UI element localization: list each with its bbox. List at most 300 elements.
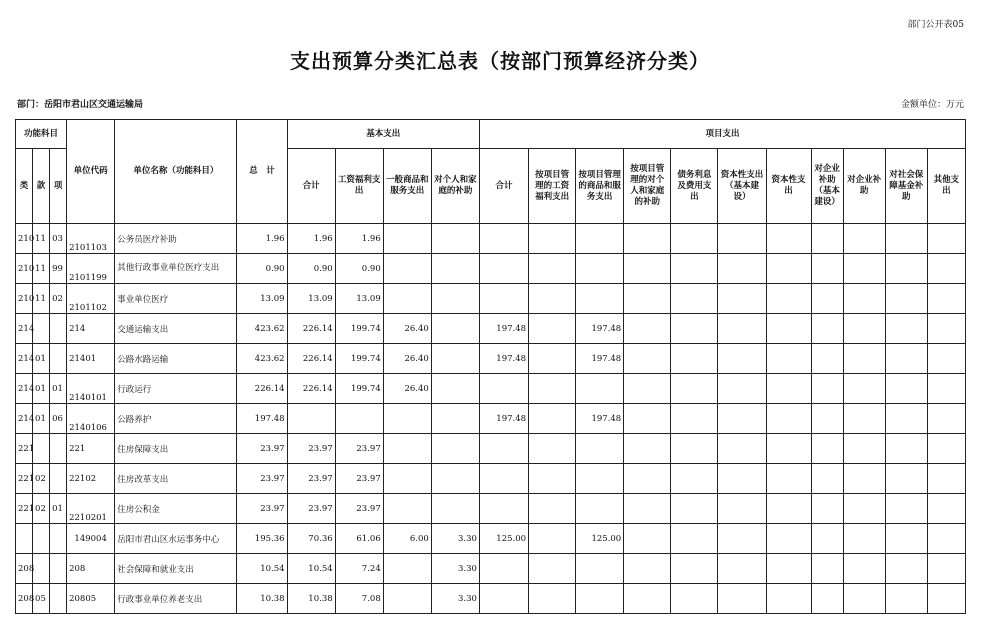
cell-lei: 210: [16, 254, 33, 284]
cell-empty: [811, 554, 843, 584]
cell-basic-total: 226.14: [287, 314, 335, 344]
cell-project-total: 197.48: [479, 314, 528, 344]
cell-basic-family: [431, 374, 479, 404]
cell-project-total: [479, 224, 528, 254]
table-row: [16, 494, 966, 524]
cell-xiang: [50, 344, 67, 374]
cell-empty: [624, 404, 671, 434]
cell-empty: [671, 284, 718, 314]
cell-empty: [885, 224, 927, 254]
cell-xiang: 01: [50, 374, 67, 404]
cell-xiang: 02: [50, 284, 67, 314]
cell-total: 423.62: [237, 314, 287, 344]
cell-basic-total: 10.54: [287, 554, 335, 584]
cell-project-wage: [529, 434, 576, 464]
cell-empty: [718, 464, 766, 494]
cell-basic-total: 1.96: [287, 224, 335, 254]
cell-empty: [624, 224, 671, 254]
cell-total: 423.62: [237, 344, 287, 374]
cell-lei: 208: [16, 554, 33, 584]
cell-empty: [671, 344, 718, 374]
table-row: [16, 344, 966, 374]
cell-total: 13.09: [237, 284, 287, 314]
cell-unit-name: 公路水路运输: [115, 344, 237, 374]
cell-total: 226.14: [237, 374, 287, 404]
cell-unit-code: 20805: [67, 584, 115, 614]
cell-basic-goods: 6.00: [383, 524, 431, 554]
table-row: [16, 584, 966, 614]
cell-lei: 214: [16, 314, 33, 344]
cell-project-total: [479, 284, 528, 314]
cell-empty: [927, 284, 965, 314]
cell-empty: [766, 494, 811, 524]
cell-basic-goods: [383, 434, 431, 464]
cell-basic-total: 226.14: [287, 344, 335, 374]
header-lei: 类: [16, 149, 33, 224]
cell-project-goods: 197.48: [576, 314, 624, 344]
cell-project-goods: [576, 224, 624, 254]
cell-kuan: [33, 554, 50, 584]
table-body: [16, 224, 966, 614]
cell-empty: [624, 344, 671, 374]
cell-basic-total: 70.36: [287, 524, 335, 554]
cell-unit-name: 公路养护: [115, 404, 237, 434]
cell-empty: [843, 314, 885, 344]
cell-basic-wage: 23.97: [335, 494, 383, 524]
cell-total: 10.38: [237, 584, 287, 614]
cell-xiang: [50, 434, 67, 464]
cell-basic-total: 0.90: [287, 254, 335, 284]
cell-unit-name: 公务员医疗补助: [115, 224, 237, 254]
header-unit-code: 单位代码: [67, 120, 115, 224]
cell-total: 197.48: [237, 404, 287, 434]
cell-empty: [811, 464, 843, 494]
cell-basic-total: 13.09: [287, 284, 335, 314]
cell-xiang: 99: [50, 254, 67, 284]
cell-unit-code: 214: [67, 314, 115, 344]
cell-basic-goods: 26.40: [383, 314, 431, 344]
cell-kuan: 02: [33, 464, 50, 494]
cell-project-goods: [576, 374, 624, 404]
header-project-col: 对社会保障基金补助: [885, 149, 927, 224]
cell-empty: [671, 434, 718, 464]
cell-total: 0.90: [237, 254, 287, 284]
cell-total: 1.96: [237, 224, 287, 254]
cell-project-goods: [576, 464, 624, 494]
cell-empty: [671, 374, 718, 404]
cell-project-goods: [576, 284, 624, 314]
header-basic-col: 合计: [287, 149, 335, 224]
cell-empty: [885, 404, 927, 434]
cell-total: 23.97: [237, 434, 287, 464]
cell-empty: [624, 584, 671, 614]
cell-empty: [671, 464, 718, 494]
cell-project-wage: [529, 374, 576, 404]
cell-basic-wage: 7.08: [335, 584, 383, 614]
cell-xiang: [50, 314, 67, 344]
cell-project-total: [479, 434, 528, 464]
header-project-col: 债务利息及费用支出: [671, 149, 718, 224]
cell-basic-goods: [383, 254, 431, 284]
header-project-col: 资本性支出（基本建设）: [718, 149, 766, 224]
header-project-col: 按项目管理的商品和服务支出: [576, 149, 624, 224]
table-row: [16, 464, 966, 494]
cell-basic-total: 23.97: [287, 434, 335, 464]
header-unit-name: 单位名称（功能科目）: [115, 120, 237, 224]
cell-project-wage: [529, 464, 576, 494]
table-row: [16, 284, 966, 314]
cell-basic-family: [431, 224, 479, 254]
cell-total: 10.54: [237, 554, 287, 584]
cell-unit-name: 其他行政事业单位医疗支出: [115, 254, 237, 284]
cell-empty: [671, 254, 718, 284]
cell-project-wage: [529, 254, 576, 284]
cell-unit-name: 事业单位医疗: [115, 284, 237, 314]
cell-empty: [624, 554, 671, 584]
cell-unit-code: 2140106: [67, 404, 115, 434]
cell-empty: [671, 524, 718, 554]
cell-empty: [766, 524, 811, 554]
cell-xiang: [50, 464, 67, 494]
cell-lei: 221: [16, 464, 33, 494]
cell-empty: [885, 584, 927, 614]
cell-empty: [766, 464, 811, 494]
cell-empty: [927, 374, 965, 404]
cell-empty: [843, 524, 885, 554]
cell-empty: [766, 584, 811, 614]
cell-total: 23.97: [237, 464, 287, 494]
cell-basic-total: 226.14: [287, 374, 335, 404]
cell-empty: [624, 314, 671, 344]
cell-kuan: 11: [33, 254, 50, 284]
table-row: [16, 554, 966, 584]
cell-empty: [843, 254, 885, 284]
cell-empty: [843, 584, 885, 614]
header-project-col: 按项目管理的工资福利支出: [529, 149, 576, 224]
cell-basic-goods: [383, 224, 431, 254]
cell-empty: [927, 554, 965, 584]
cell-empty: [718, 494, 766, 524]
cell-basic-family: [431, 494, 479, 524]
cell-empty: [811, 404, 843, 434]
cell-basic-goods: [383, 584, 431, 614]
cell-project-goods: [576, 584, 624, 614]
header-basic-col: 工资福利支出: [335, 149, 383, 224]
cell-basic-family: [431, 314, 479, 344]
table-row: [16, 404, 966, 434]
cell-empty: [885, 374, 927, 404]
cell-xiang: 03: [50, 224, 67, 254]
cell-project-wage: [529, 224, 576, 254]
cell-unit-name: 住房改革支出: [115, 464, 237, 494]
cell-empty: [624, 284, 671, 314]
cell-kuan: 01: [33, 374, 50, 404]
cell-basic-family: 3.30: [431, 554, 479, 584]
cell-empty: [843, 494, 885, 524]
cell-empty: [718, 404, 766, 434]
cell-empty: [885, 434, 927, 464]
cell-basic-total: 23.97: [287, 494, 335, 524]
cell-empty: [718, 554, 766, 584]
cell-basic-total: 23.97: [287, 464, 335, 494]
cell-unit-name: 住房保障支出: [115, 434, 237, 464]
cell-basic-family: 3.30: [431, 524, 479, 554]
cell-empty: [811, 254, 843, 284]
cell-basic-wage: 199.74: [335, 374, 383, 404]
cell-lei: [16, 524, 33, 554]
cell-kuan: 11: [33, 284, 50, 314]
cell-project-total: [479, 254, 528, 284]
cell-kuan: 05: [33, 584, 50, 614]
cell-unit-code: 149004: [67, 524, 115, 554]
cell-basic-total: 10.38: [287, 584, 335, 614]
cell-project-total: [479, 554, 528, 584]
cell-project-goods: [576, 494, 624, 524]
form-number: 部门公开表05: [907, 20, 964, 30]
cell-kuan: 11: [33, 224, 50, 254]
budget-table: [15, 119, 966, 614]
cell-project-wage: [529, 554, 576, 584]
cell-empty: [766, 284, 811, 314]
cell-project-goods: 125.00: [576, 524, 624, 554]
table-row: [16, 224, 966, 254]
cell-basic-goods: [383, 554, 431, 584]
cell-empty: [927, 254, 965, 284]
cell-empty: [766, 404, 811, 434]
cell-empty: [885, 554, 927, 584]
cell-empty: [811, 344, 843, 374]
cell-empty: [843, 434, 885, 464]
page-title: 支出预算分类汇总表（按部门预算经济分类）: [290, 49, 710, 73]
cell-empty: [671, 404, 718, 434]
cell-unit-name: 交通运输支出: [115, 314, 237, 344]
cell-basic-wage: 61.06: [335, 524, 383, 554]
cell-basic-family: [431, 344, 479, 374]
cell-project-goods: [576, 254, 624, 284]
cell-project-wage: [529, 314, 576, 344]
header-function-subject: 功能科目: [16, 120, 67, 149]
cell-project-goods: 197.48: [576, 344, 624, 374]
cell-lei: 208: [16, 584, 33, 614]
cell-basic-family: [431, 434, 479, 464]
cell-lei: 214: [16, 374, 33, 404]
cell-project-wage: [529, 344, 576, 374]
cell-kuan: [33, 434, 50, 464]
cell-empty: [718, 344, 766, 374]
cell-empty: [766, 374, 811, 404]
cell-project-goods: 197.48: [576, 404, 624, 434]
cell-empty: [671, 314, 718, 344]
cell-project-wage: [529, 284, 576, 314]
cell-empty: [624, 524, 671, 554]
cell-empty: [718, 584, 766, 614]
cell-basic-family: [431, 254, 479, 284]
cell-empty: [718, 254, 766, 284]
cell-lei: 210: [16, 224, 33, 254]
cell-basic-wage: 199.74: [335, 314, 383, 344]
cell-empty: [718, 374, 766, 404]
cell-basic-goods: [383, 404, 431, 434]
cell-project-wage: [529, 524, 576, 554]
cell-empty: [811, 584, 843, 614]
cell-lei: 221: [16, 494, 33, 524]
cell-empty: [766, 254, 811, 284]
cell-project-wage: [529, 584, 576, 614]
cell-basic-goods: [383, 494, 431, 524]
cell-project-goods: [576, 434, 624, 464]
cell-xiang: 06: [50, 404, 67, 434]
cell-empty: [718, 434, 766, 464]
cell-empty: [811, 314, 843, 344]
table-row: [16, 314, 966, 344]
cell-empty: [718, 524, 766, 554]
cell-empty: [671, 584, 718, 614]
cell-empty: [671, 554, 718, 584]
cell-empty: [885, 254, 927, 284]
cell-empty: [927, 224, 965, 254]
cell-unit-code: 2101103: [67, 224, 115, 254]
cell-empty: [843, 554, 885, 584]
cell-empty: [766, 434, 811, 464]
header-kuan: 款: [33, 149, 50, 224]
cell-empty: [843, 464, 885, 494]
cell-unit-code: 21401: [67, 344, 115, 374]
cell-unit-code: 2101102: [67, 284, 115, 314]
cell-project-wage: [529, 494, 576, 524]
cell-basic-goods: 26.40: [383, 344, 431, 374]
cell-project-total: 125.00: [479, 524, 528, 554]
header-project-expenditure: 项目支出: [479, 120, 965, 149]
cell-project-total: 197.48: [479, 404, 528, 434]
cell-kuan: 01: [33, 404, 50, 434]
cell-empty: [927, 524, 965, 554]
cell-unit-code: 2101199: [67, 254, 115, 284]
cell-unit-code: 208: [67, 554, 115, 584]
cell-xiang: 01: [50, 494, 67, 524]
cell-total: 195.36: [237, 524, 287, 554]
table-row: [16, 374, 966, 404]
cell-basic-wage: 7.24: [335, 554, 383, 584]
header-total: 总 计: [237, 120, 287, 224]
cell-empty: [927, 314, 965, 344]
cell-empty: [843, 374, 885, 404]
cell-empty: [766, 554, 811, 584]
cell-kuan: 01: [33, 344, 50, 374]
cell-basic-wage: 1.96: [335, 224, 383, 254]
cell-unit-name: 岳阳市君山区水运事务中心: [115, 524, 237, 554]
cell-basic-wage: 0.90: [335, 254, 383, 284]
cell-empty: [811, 284, 843, 314]
header-project-col: 对企业补助: [843, 149, 885, 224]
cell-xiang: [50, 554, 67, 584]
cell-unit-name: 住房公积金: [115, 494, 237, 524]
cell-kuan: [33, 314, 50, 344]
header-basic-col: 一般商品和服务支出: [383, 149, 431, 224]
cell-project-goods: [576, 554, 624, 584]
cell-basic-goods: 26.40: [383, 374, 431, 404]
amount-unit-label: 金额单位：万元: [900, 100, 964, 110]
cell-basic-family: [431, 284, 479, 314]
cell-empty: [766, 344, 811, 374]
cell-empty: [718, 224, 766, 254]
cell-empty: [811, 494, 843, 524]
table-row: [16, 434, 966, 464]
header-basic-expenditure: 基本支出: [287, 120, 479, 149]
cell-empty: [624, 434, 671, 464]
cell-kuan: 02: [33, 494, 50, 524]
cell-basic-family: 3.30: [431, 584, 479, 614]
cell-empty: [885, 314, 927, 344]
department-label: 部门：岳阳市君山区交通运输局: [17, 100, 144, 110]
cell-empty: [843, 344, 885, 374]
cell-basic-goods: [383, 464, 431, 494]
cell-empty: [624, 464, 671, 494]
cell-unit-code: 221: [67, 434, 115, 464]
cell-lei: 214: [16, 344, 33, 374]
cell-empty: [624, 494, 671, 524]
header-project-col: 合计: [479, 149, 528, 224]
cell-basic-total: [287, 404, 335, 434]
header-basic-col: 对个人和家庭的补助: [431, 149, 479, 224]
cell-unit-code: 2210201: [67, 494, 115, 524]
cell-unit-code: 2140101: [67, 374, 115, 404]
header-project-col: 对企业补助（基本建设）: [811, 149, 843, 224]
cell-lei: 214: [16, 404, 33, 434]
cell-total: 23.97: [237, 494, 287, 524]
header-project-col: 按项目管理的对个人和家庭的补助: [624, 149, 671, 224]
cell-empty: [843, 224, 885, 254]
cell-empty: [885, 344, 927, 374]
cell-unit-name: 行政事业单位养老支出: [115, 584, 237, 614]
cell-empty: [927, 404, 965, 434]
cell-basic-goods: [383, 284, 431, 314]
cell-empty: [885, 284, 927, 314]
cell-empty: [811, 224, 843, 254]
cell-empty: [671, 494, 718, 524]
table-row: [16, 524, 966, 554]
cell-unit-name: 行政运行: [115, 374, 237, 404]
cell-empty: [885, 464, 927, 494]
header-project-col: 其他支出: [927, 149, 965, 224]
cell-empty: [885, 494, 927, 524]
cell-empty: [766, 314, 811, 344]
cell-empty: [927, 434, 965, 464]
cell-basic-wage: 13.09: [335, 284, 383, 314]
cell-project-total: [479, 584, 528, 614]
cell-empty: [811, 524, 843, 554]
cell-empty: [927, 494, 965, 524]
cell-empty: [811, 374, 843, 404]
cell-empty: [671, 224, 718, 254]
cell-kuan: [33, 524, 50, 554]
cell-unit-name: 社会保障和就业支出: [115, 554, 237, 584]
cell-empty: [927, 584, 965, 614]
cell-basic-family: [431, 404, 479, 434]
cell-empty: [624, 374, 671, 404]
cell-empty: [766, 224, 811, 254]
cell-empty: [843, 404, 885, 434]
cell-xiang: [50, 524, 67, 554]
cell-project-wage: [529, 404, 576, 434]
cell-project-total: [479, 464, 528, 494]
cell-lei: 221: [16, 434, 33, 464]
cell-unit-code: 22102: [67, 464, 115, 494]
cell-empty: [811, 434, 843, 464]
cell-basic-family: [431, 464, 479, 494]
cell-empty: [843, 284, 885, 314]
cell-empty: [927, 464, 965, 494]
cell-empty: [885, 524, 927, 554]
